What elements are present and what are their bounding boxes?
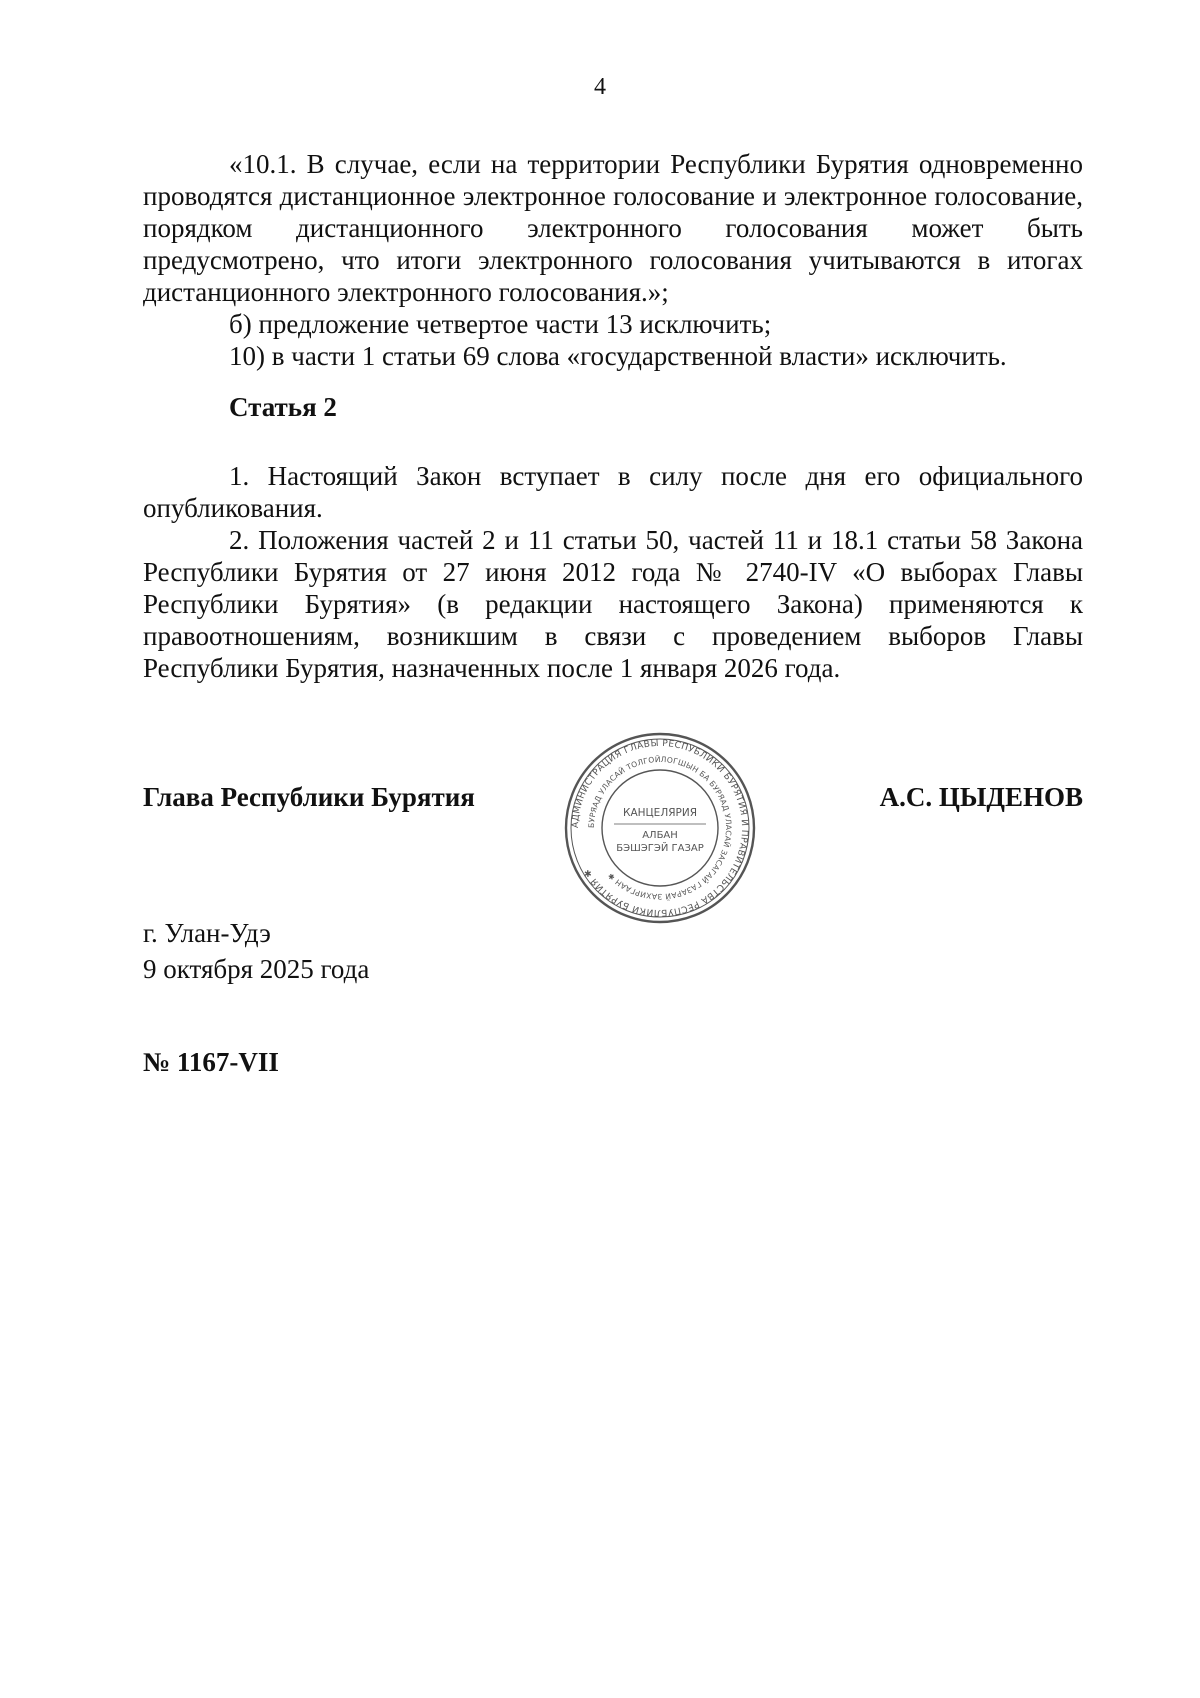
page-number: 4	[594, 74, 606, 100]
amendment-paragraph: 10) в части 1 статьи 69 слова «государственной власти» исключить.	[229, 341, 1007, 371]
official-seal	[562, 730, 758, 926]
amendment-paragraph: б) предложение четвертое части 13 исключить;	[229, 309, 772, 339]
seal-line: БЭШЭГЭЙ ГАЗАР	[616, 843, 704, 854]
seal-line: АЛБАН	[642, 830, 678, 841]
article-heading: Статья 2	[229, 392, 337, 422]
seal-line: КАНЦЕЛЯРИЯ	[623, 807, 697, 819]
signatory-name: А.С. ЦЫДЕНОВ	[879, 782, 1083, 812]
svg-text:АДМИНИСТРАЦИЯ ГЛАВЫ РЕСПУБЛИКИ: АДМИНИСТРАЦИЯ ГЛАВЫ РЕСПУБЛИКИ БУРЯТИЯ И ПРАВИТЕЛЬСТВА РЕСПУБЛИКИ БУРЯТИЯ ✱	[570, 738, 750, 918]
article-text	[143, 460, 1083, 684]
signatory-title: Глава Республики Бурятия	[143, 782, 475, 812]
svg-text:БУРЯАД УЛАСАЙ ТОЛГОЙЛОГШЫН БА: БУРЯАД УЛАСАЙ ТОЛГОЙЛОГШЫН БА БУРЯАД УЛАСАЙ ЗАСАГАЙ ГАЗАРАЙ ЗАХИРГААН ✱	[586, 754, 734, 902]
place-and-date	[143, 915, 369, 987]
amendment-paragraph: «10.1. В случае, если на территории Республики Бурятия одновременно проводятся дистанционное электронное голосование и электронное голосование, порядком дистанционного электронного голосования может быть предусмотрено, что итоги электронного голосования учитываются в итогах дистанционного электронного голосования.»;	[143, 149, 1083, 307]
date: 9 октября 2025 года	[143, 954, 370, 984]
document-number: № 1167-VII	[143, 1047, 279, 1077]
place: г. Улан-Удэ	[143, 918, 271, 948]
amendment-text	[143, 148, 1083, 372]
article-paragraph: 2. Положения частей 2 и 11 статьи 50, частей 11 и 18.1 статьи 58 Закона Республики Бурятия от 27 июня 2012 года № 2740-IV «О выборах Главы Республики Бурятия» (в редакции настоящего Закона) применяются к правоотношениям, возникшим в связи с проведением выборов Главы Республики Бурятия, назначенных после 1 января 2026 года.	[143, 525, 1083, 683]
article-paragraph: 1. Настоящий Закон вступает в силу после дня его официального опубликования.	[143, 461, 1083, 523]
